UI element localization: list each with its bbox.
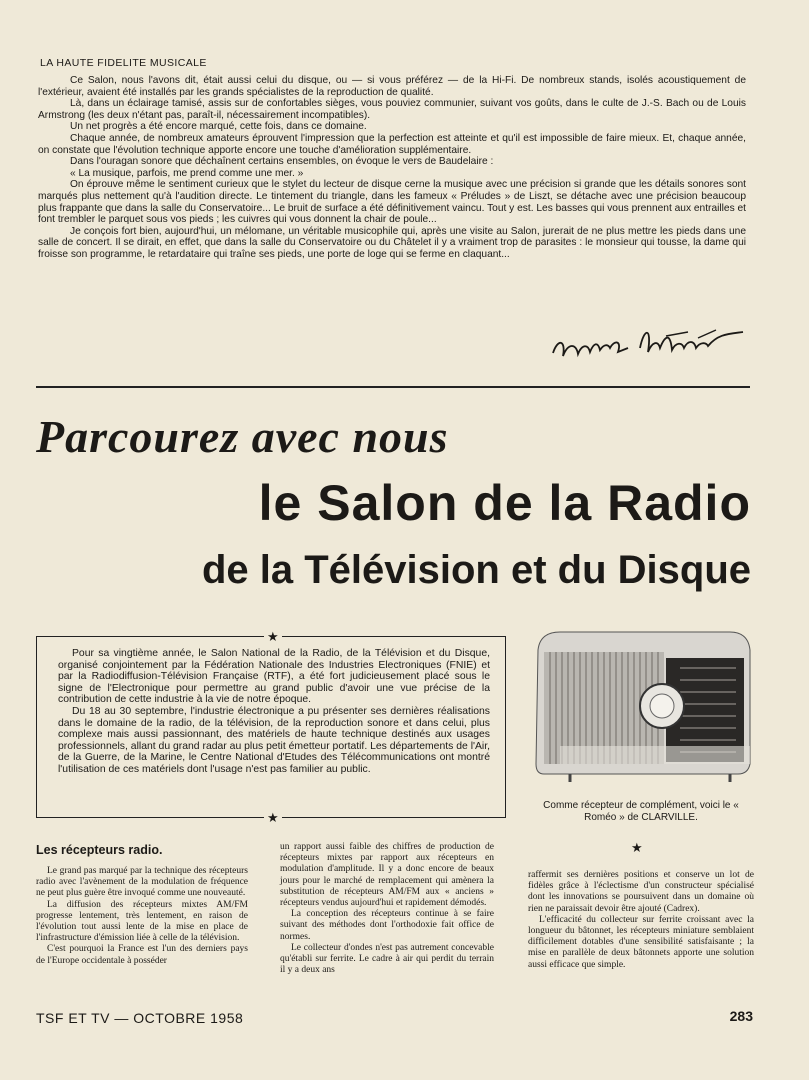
column-3 bbox=[528, 870, 754, 971]
intro-text bbox=[38, 75, 746, 261]
section-rule bbox=[36, 386, 750, 388]
running-head: LA HAUTE FIDELITE MUSICALE bbox=[40, 57, 207, 69]
box-text bbox=[58, 648, 490, 776]
headline-line-1: le Salon de la Radio bbox=[258, 475, 751, 531]
author-signature bbox=[548, 318, 748, 368]
intro-paragraph: Dans l'ouragan sonore que déchaînent certains ensembles, on évoque le vers de Baudelaire : bbox=[70, 156, 494, 168]
column-star: ★ bbox=[631, 840, 643, 855]
intro-paragraph: Là, dans un éclairage tamisé, assis sur de confortables sièges, vous pouviez communier, suivant vos goûts, dans le culte de J.-S. Bach ou de Louis Armstrong (les deux n'étant pas, paraît-il, nécessairement incompatibles). bbox=[38, 98, 746, 121]
column-paragraph: Le collecteur d'ondes n'est pas autrement concevable qu'établi sur ferrite. Le cadre à air qui perdit du terrain il y a deux ans bbox=[280, 942, 494, 976]
column-paragraph: Le grand pas marqué par la technique des récepteurs radio avec l'avènement de la modulation de fréquence ne peut plus guère être invoqué comme une nouveauté. bbox=[36, 866, 248, 899]
column-paragraph: raffermit ses dernières positions et conserve un lot de fidèles grâce à l'éclectisme d'un constructeur spécialisé dont les innovations se poursuivent dans un domaine où rien ne paraissait devoir être ajouté (Cadrex). bbox=[528, 870, 754, 914]
intro-paragraph: Un net progrès a été encore marqué, cette fois, dans ce domaine. bbox=[70, 121, 367, 133]
column-1 bbox=[36, 866, 248, 967]
column-paragraph: C'est pourquoi la France est l'un des derniers pays de l'Europe occidentale à posséder bbox=[36, 944, 248, 966]
headline-line-2: de la Télévision et du Disque bbox=[201, 548, 751, 592]
intro-paragraph: Je conçois fort bien, aujourd'hui, un mélomane, un véritable musicophile qui, après une visite au Salon, jurerait de ne plus mettre les pieds dans une salle de concert. Il se dirait, en effet, que dans la salle du Conservatoire ou du Châtelet il y a vraiment trop de parasites : le monsieur qui tousse, la dame qui froisse son programme, le retardataire qui traîne ses pieds, une porte de loge qui se ferme en claquant... bbox=[38, 225, 746, 260]
baudelaire-quote: « La musique, parfois, me prend comme une mer. » bbox=[70, 167, 304, 179]
photo-caption: Comme récepteur de complément, voici le « Roméo » de CLARVILLE. bbox=[543, 800, 739, 823]
page-number: 283 bbox=[729, 1008, 753, 1024]
column-2 bbox=[280, 842, 494, 976]
column-paragraph: un rapport aussi faible des chiffres de production de récepteurs mixtes par rapport aux récepteurs en modulation d'amplitude. Il y a donc encore de beaux jours pour le marché de remplacement qui amènera la substitution de récepteurs AM/FM aux « anciens » récepteurs vendus aujourd'hui et rapidement démodés. bbox=[280, 842, 494, 909]
intro-paragraph: On éprouve même le sentiment curieux que le stylet du lecteur de disque cerne la musique avec une précision si grande que les détails sonores sont marqués plus nettement qu'à l'audition directe. Le tintement du triangle, dans les fameux « Préludes » de Liszt, se détache avec une précision beaucoup plus frappante que dans la salle du Conservatoire... Le bruit de surface a été définitivement vaincu. Tout y est. Les basses qui vous prennent aux entrailles et font trembler le parquet sous vos pieds ; les cuivres qui vous donnent la chair de poule... bbox=[38, 179, 746, 226]
box-bottom-star: ★ bbox=[264, 811, 282, 824]
box-paragraph: Du 18 au 30 septembre, l'industrie électronique a pu présenter ses dernières réalisations dans le domaine de la radio, de la télévision, de la reproduction sonore et dans celui, plus complexe mais aussi passionnant, des matériels de haute technique destinés aux usages professionnels, allant du grand radar au plus petit émetteur portatif. Les départements de l'Air, de la Guerre, de la Marine, le Centre National d'Etudes des Télécommunications ont montré l'utilisation de ces matériels dont l'usage n'est pas familier au public. bbox=[58, 705, 490, 775]
footer-issue: TSF ET TV — OCTOBRE 1958 bbox=[36, 1010, 244, 1026]
section-title: Les récepteurs radio. bbox=[36, 843, 163, 857]
box-top-star: ★ bbox=[264, 630, 282, 643]
intro-paragraph: Chaque année, de nombreux amateurs éprouvent l'impression que la perfection est atteinte et qu'il est impossible de faire mieux. Et, chaque année, on constate que l'évolution technique apporte encore une touche d'amélioration supplémentaire. bbox=[38, 132, 746, 156]
column-paragraph: La conception des récepteurs continue à se faire suivant des méthodes dont l'orthodoxie fait office de normes. bbox=[280, 909, 494, 942]
radio-photo bbox=[530, 628, 752, 784]
kicker-title: Parcourez avec nous bbox=[36, 411, 449, 462]
column-paragraph: La diffusion des récepteurs mixtes AM/FM progresse lentement, très lentement, en raison de l'évolution tout aussi lente de la mise en place de l'infrastructure d'émission liée à celle de la télévision. bbox=[36, 899, 248, 944]
column-paragraph: L'efficacité du collecteur sur ferrite croissant avec la longueur du bâtonnet, les récepteurs miniature semblaient difficilement dotables d'une sensibilité satisfaisante ; la mise en parallèle de deux bâtonnets apporte une solution aussi efficace que simple. bbox=[528, 914, 754, 970]
box-paragraph: Pour sa vingtième année, le Salon National de la Radio, de la Télévision et du Disque, organisé conjointement par la Fédération Nationale des Industries Electroniques (FNIE) et par la Radiodiffusion-Télévision Française (RTF), a été fort judicieusement placé sous le signe de l'Electronique pour permettre au grand public d'avoir une vue précise de la contribution de cette industrie à la vie de notre époque. bbox=[58, 648, 490, 706]
intro-paragraph: Ce Salon, nous l'avons dit, était aussi celui du disque, ou — si vous préférez — de la Hi-Fi. De nombreux stands, isolés acoustiquement de l'extérieur, avaient été installés par les grands spécialistes de la reproduction de qualité. bbox=[38, 75, 746, 98]
